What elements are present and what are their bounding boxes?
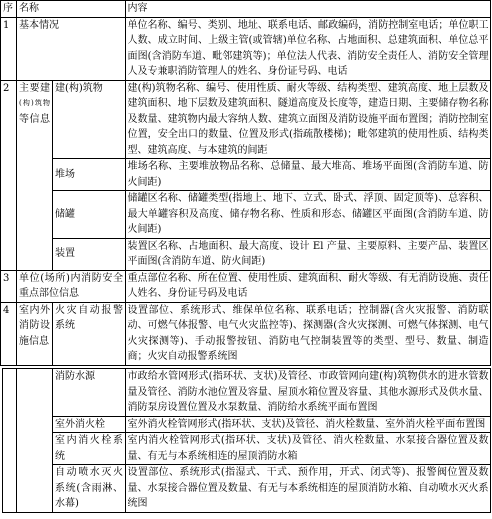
- installation-row: [1, 238, 491, 270]
- water-source-content: 市政给水管网形式(指环状、支状)及管径、市政管网向建(构)筑物供水的进水管数量及管径、消防水池位置及容量、屋顶水箱位置及容量、其他水源形式及供水量、消防泵房设置位置及水泵数量、消防给水系统平面布置图: [127, 371, 489, 413]
- stockyard-name: 堆场: [53, 159, 126, 191]
- tank-content-cell: [126, 191, 491, 239]
- section-3-content-cell: [126, 270, 491, 302]
- indoor-hydrant-name: 室内消火栓系统: [53, 433, 126, 465]
- installation-content-cell: [126, 238, 491, 270]
- header-name-cell: 名称: [17, 1, 126, 18]
- section-1-content-cell: [126, 17, 491, 80]
- section-3-content: 重点部位名称、所在位置、使用性质、建筑面积、耐火等级、有无消防设施、责任人姓名、身份证号码及电话: [127, 272, 489, 299]
- water-source-name: 消防水源: [53, 369, 126, 417]
- water-source-content-cell: [126, 369, 491, 417]
- outdoor-hydrant-row: [3, 416, 491, 433]
- fire-alarm-content: 设置部位、系统形式、维保单位名称、联系电话；控制器(含火灾报警、消防联动、可燃气体报警、电气火灾监控等)、探测器(含火灾探测、可燃气体探测、电气火灾探测等)、手动报警按钮、消防电气控制装置等的类型、型号、数量、制造商；火灾自动报警系统图: [127, 304, 489, 362]
- fire-facilities-continued-table: [2, 368, 491, 513]
- section-2-name-part: 等信息: [19, 113, 50, 125]
- sprinkler-content-cell: [126, 465, 491, 513]
- section-4-index: 4: [1, 302, 17, 365]
- sprinkler-row: [3, 465, 491, 513]
- indoor-hydrant-content-cell: [126, 433, 491, 465]
- building-content-cell: [126, 80, 491, 159]
- installation-content: 装置区名称、占地面积、最大高度、设计 El 产量、主要原料、主要产品、装置区平面图(含消防车道、防火间距): [127, 240, 489, 267]
- section-2-name-part-small: (构)筑物: [19, 99, 50, 107]
- section-3-index: 3: [1, 270, 17, 302]
- section-1-content: 单位名称、编号、类别、地址、联系电话、邮政编码，消防控制室电话；单位职工人数、成立时间、上级主管(或管辖)单位名称、占地面积、总建筑面积、单位总平面图(含消防车道、毗邻建筑等)；单位法人代表、消防安全责任人、消防安全管理人及专兼职消防管理人的姓名、身份证号码、电话: [127, 19, 489, 77]
- outdoor-hydrant-content: 室外消火栓管网形式(指环状、支状)及管径、消火栓数量、室外消火栓平面布置图: [127, 418, 486, 430]
- building-row: [1, 80, 491, 159]
- stockyard-row: [1, 159, 491, 191]
- sprinkler-content: 设置部位、系统形式(指湿式、干式、预作用，开式、闭式等)、报警阀位置及数量、水泵接合器位置及数量、有无与本系统相连的屋顶消防水箱、自动喷水灭火系统图: [127, 467, 489, 509]
- building-content: 建(构)筑物名称、编号、使用性质、耐火等级、结构类型、建筑高度、地上层数及建筑面积、地下层数及建筑面积、隧道高度及长度等，建造日期、主要储存物名称及数量、建筑物内最大容纳人数、建筑立面图及消防设施平面布置图；消防控制室位置，安全出口的数量、位置及形式(指疏散楼梯)；毗邻建筑的使用性质、结构类型、建筑高度、与本建筑的间距: [127, 82, 489, 156]
- water-source-row: [3, 369, 491, 417]
- tank-name: 储罐: [53, 191, 126, 239]
- indoor-hydrant-row: [3, 433, 491, 465]
- fire-alarm-name: 火灾自动报警系统: [53, 302, 126, 365]
- sprinkler-name: 自动喷水灭火系统(含雨淋、水幕): [53, 465, 126, 513]
- outdoor-hydrant-content-cell: [126, 416, 491, 433]
- header-index-cell: 序: [1, 1, 17, 18]
- stockyard-content: 堆场名称、主要堆放物品名称、总储量、最大堆高、堆场平面图(含消防车道、防火间距): [127, 161, 489, 188]
- section-1-name: 基本情况: [17, 17, 126, 80]
- indoor-hydrant-content: 室内消火栓管网形式(指环状、支状)及管径、消火栓数量、水泵接合器位置及数量、有无与本系统相连的屋顶消防水箱: [127, 435, 489, 462]
- section-1-row: [1, 17, 491, 80]
- tank-row: [1, 191, 491, 239]
- fire-alarm-row: [1, 302, 491, 365]
- header-content-label: 内容: [127, 3, 148, 14]
- outdoor-hydrant-name: 室外消火栓: [53, 416, 126, 433]
- section-3-name: 单位(场所)内消防安全重点部位信息: [17, 270, 126, 302]
- stockyard-content-cell: [126, 159, 491, 191]
- fire-alarm-content-cell: [126, 302, 491, 365]
- continued-index-cell: [3, 369, 17, 513]
- header-content-cell: [126, 1, 491, 18]
- installation-name: 装置: [53, 238, 126, 270]
- section-3-row: [1, 270, 491, 302]
- continued-name-cell: [17, 369, 53, 513]
- table-header-row: [1, 1, 491, 18]
- section-2-name-part: 主要建: [19, 82, 50, 94]
- section-4-name: 室内外消防设施信息: [17, 302, 53, 365]
- section-2-name: [17, 80, 53, 270]
- section-1-index: 1: [1, 17, 17, 80]
- building-name: 建(构)筑物: [53, 80, 126, 159]
- tank-content: 储罐区名称、储罐类型(指地上、地下、立式、卧式、浮顶、固定顶等)、总容积、最大单罐容积及高度、储存物名称、性质和形态、储罐区平面图(含消防车道、防火间距): [127, 193, 489, 235]
- section-2-index: 2: [1, 80, 17, 270]
